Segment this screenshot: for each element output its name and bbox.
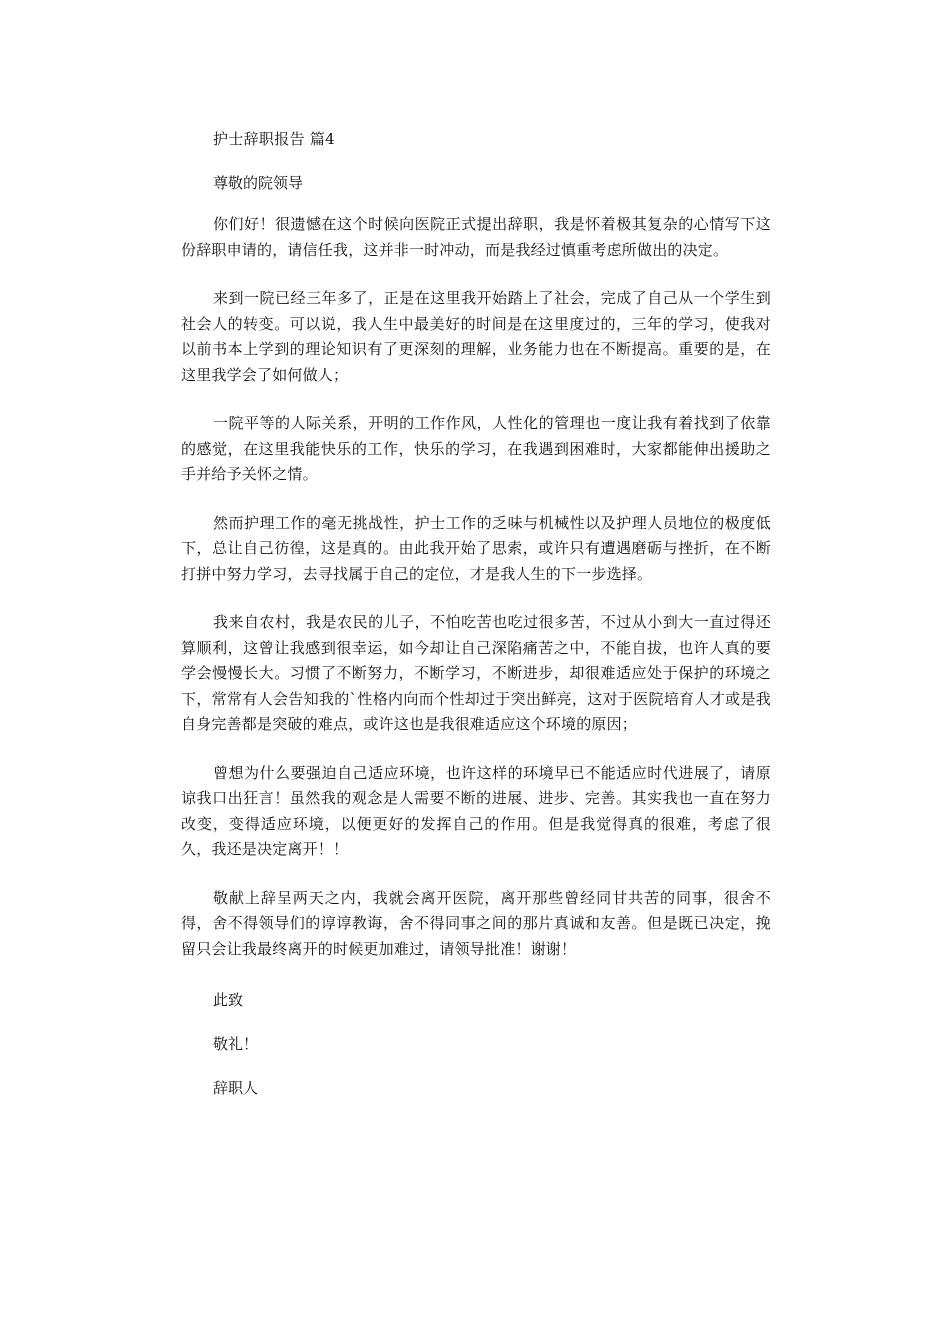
- salutation: 尊敬的院领导: [213, 174, 304, 192]
- paragraph-nursing-work: 然而护理工作的毫无挑战性，护士工作的乏味与机械性以及护理人员地位的极度低下，总让自己彷徨，这是真的。由此我开始了思索，或许只有遭遇磨砺与挫折，在不断打拼中努力学习，去寻找属于自己的定位，才是我人生的下一步选择。: [181, 513, 771, 583]
- paragraph-greeting: 你们好！很遗憾在这个时候向医院正式提出辞职，我是怀着极其复杂的心情写下这份辞职申请的，请信任我，这并非一时冲动，而是我经过慎重考虑所做出的决定。: [181, 215, 771, 259]
- paragraph-relationships: 一院平等的人际关系，开明的工作作风，人性化的管理也一度让我有着找到了依靠的感觉，在这里我能快乐的工作，快乐的学习，在我遇到困难时，大家都能伸出援助之手并给予关怀之情。: [181, 414, 771, 483]
- document-body: [181, 124, 771, 1103]
- document-title: 护士辞职报告 篇4: [213, 130, 336, 148]
- paragraph-three-years: 来到一院已经三年多了，正是在这里我开始踏上了社会，完成了自己从一个学生到社会人的转变。可以说，我人生中最美好的时间是在这里度过的，三年的学习，使我对以前书本上学到的理论知识有了更深刻的理解，业务能力也在不断提高。重要的是，在这里我学会了如何做人；: [181, 289, 771, 384]
- closing-jing-li: 敬礼！: [213, 1035, 259, 1053]
- closing-ci-zhi: 此致: [213, 991, 244, 1009]
- signature-label: 辞职人: [213, 1079, 259, 1097]
- paragraph-farewell: 敬献上辞呈两天之内，我就会离开医院，离开那些曾经同甘共苦的同事，很舍不得，舍不得领导们的谆谆教诲，舍不得同事之间的那片真诚和友善。但是既已决定，挽留只会让我最终离开的时候更加难过，请领导批准！谢谢！: [181, 888, 771, 958]
- paragraph-decision: 曾想为什么要强迫自己适应环境，也许这样的环境早已不能适应时代进展了，请原谅我口出狂言！虽然我的观念是人需要不断的进展、进步、完善。其实我也一直在努力改变，变得适应环境，以便更好的发挥自己的作用。但是我觉得真的很难，考虑了很久，我还是决定离开！！: [181, 763, 771, 858]
- paragraph-background: 我来自农村，我是农民的儿子，不怕吃苦也吃过很多苦，不过从小到大一直过得还算顺利，这曾让我感到很幸运，如今却让自己深陷痛苦之中，不能自拔，也许人真的要学会慢慢长大。习惯了不断努力，不断学习，不断进步，却很难适应处于保护的环境之下，常常有人会告知我的`性格内向而个性却过于突出鲜亮，这对于医院培育人才或是我自身完善都是突破的难点，或许这也是我很难适应这个环境的原因；: [181, 613, 771, 733]
